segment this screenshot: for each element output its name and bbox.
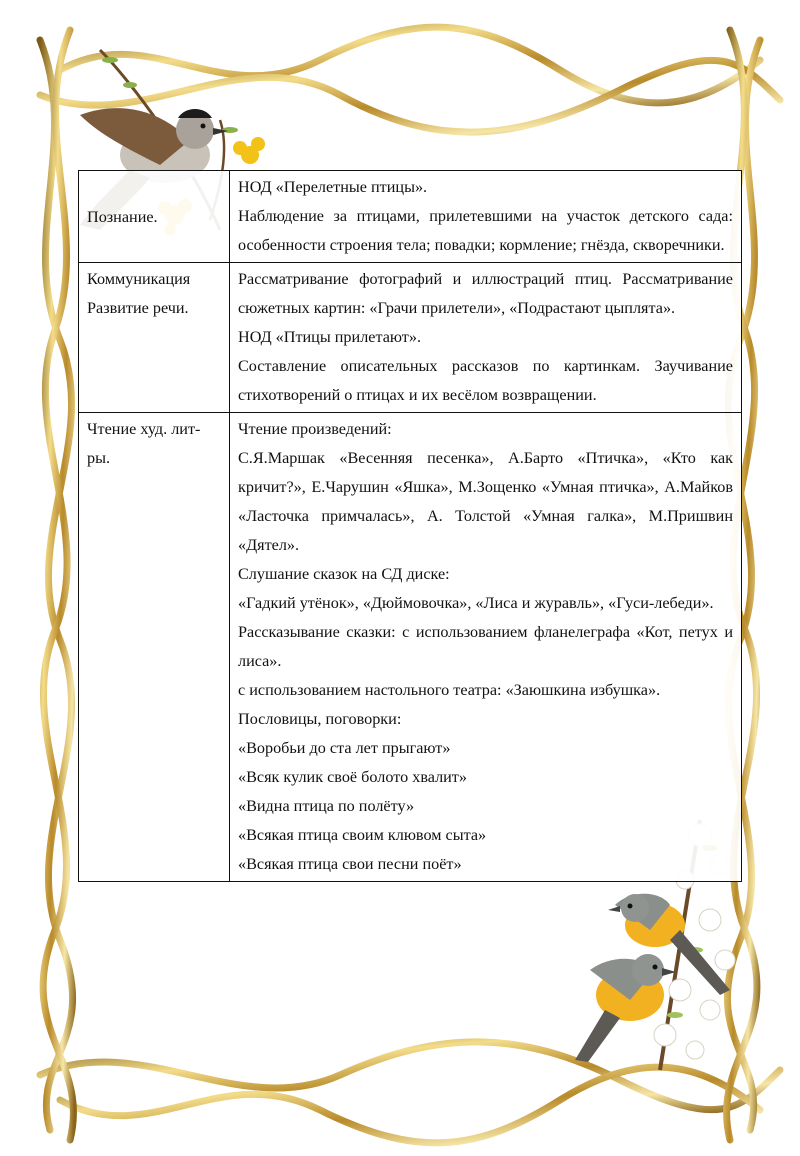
- category-cell: [79, 413, 230, 882]
- category-label: Познание.: [87, 208, 158, 226]
- content-cell: [230, 413, 742, 882]
- content-line: Рассматривание фотографий и иллюстраций птиц. Рассматривание сюжетных картин: «Грачи прилетели», «Подрастают цыплята».: [238, 270, 733, 317]
- content-line: Чтение произведений:: [238, 420, 392, 438]
- content-line: «Всякая птица своим клювом сыта»: [238, 826, 487, 844]
- content-cell: [230, 263, 742, 413]
- table-row: [79, 263, 742, 413]
- category-cell: [79, 263, 230, 413]
- content-line: с использованием настольного театра: «Заюшкина избушка».: [238, 681, 661, 699]
- content-line: Составление описательных рассказов по картинкам. Заучивание стихотворений о птицах и их весёлом возвращении.: [238, 357, 733, 404]
- content-line: НОД «Птицы прилетают».: [238, 328, 422, 346]
- content-line: Пословицы, поговорки:: [238, 710, 402, 728]
- content-line: «Видна птица по полёту»: [238, 797, 415, 815]
- content-line: «Всякая птица свои песни поёт»: [238, 855, 462, 873]
- category-label: Коммуникация Развитие речи.: [87, 270, 191, 317]
- content-line: Рассказывание сказки: с использованием фланелеграфа «Кот, петух и лиса».: [238, 623, 733, 670]
- activities-table-container: [78, 170, 742, 882]
- table-row: [79, 413, 742, 882]
- content-line: НОД «Перелетные птицы».: [238, 178, 428, 196]
- table-row: [79, 171, 742, 263]
- content-line: «Всяк кулик своё болото хвалит»: [238, 768, 467, 786]
- content-line: Наблюдение за птицами, прилетевшими на участок детского сада: особенности строения тела; повадки; кормление; гнёзда, скворечники.: [238, 207, 733, 254]
- category-label: Чтение худ. лит-ры.: [87, 420, 201, 467]
- content-cell: [230, 171, 742, 263]
- activities-table: [78, 170, 742, 882]
- content-line: С.Я.Маршак «Весенняя песенка», А.Барто «Птичка», «Кто как кричит?», Е.Чарушин «Яшка», М.Зощенко «Умная птичка», А.Майков «Ласточка примчалась», А. Толстой «Умная галка», М.Пришвин «Дятел».: [238, 449, 733, 554]
- content-line: «Воробьи до ста лет прыгают»: [238, 739, 451, 757]
- content-line: Слушание сказок на СД диске:: [238, 565, 450, 583]
- category-cell: [79, 171, 230, 263]
- content-line: «Гадкий утёнок», «Дюймовочка», «Лиса и журавль», «Гуси-лебеди».: [238, 594, 714, 612]
